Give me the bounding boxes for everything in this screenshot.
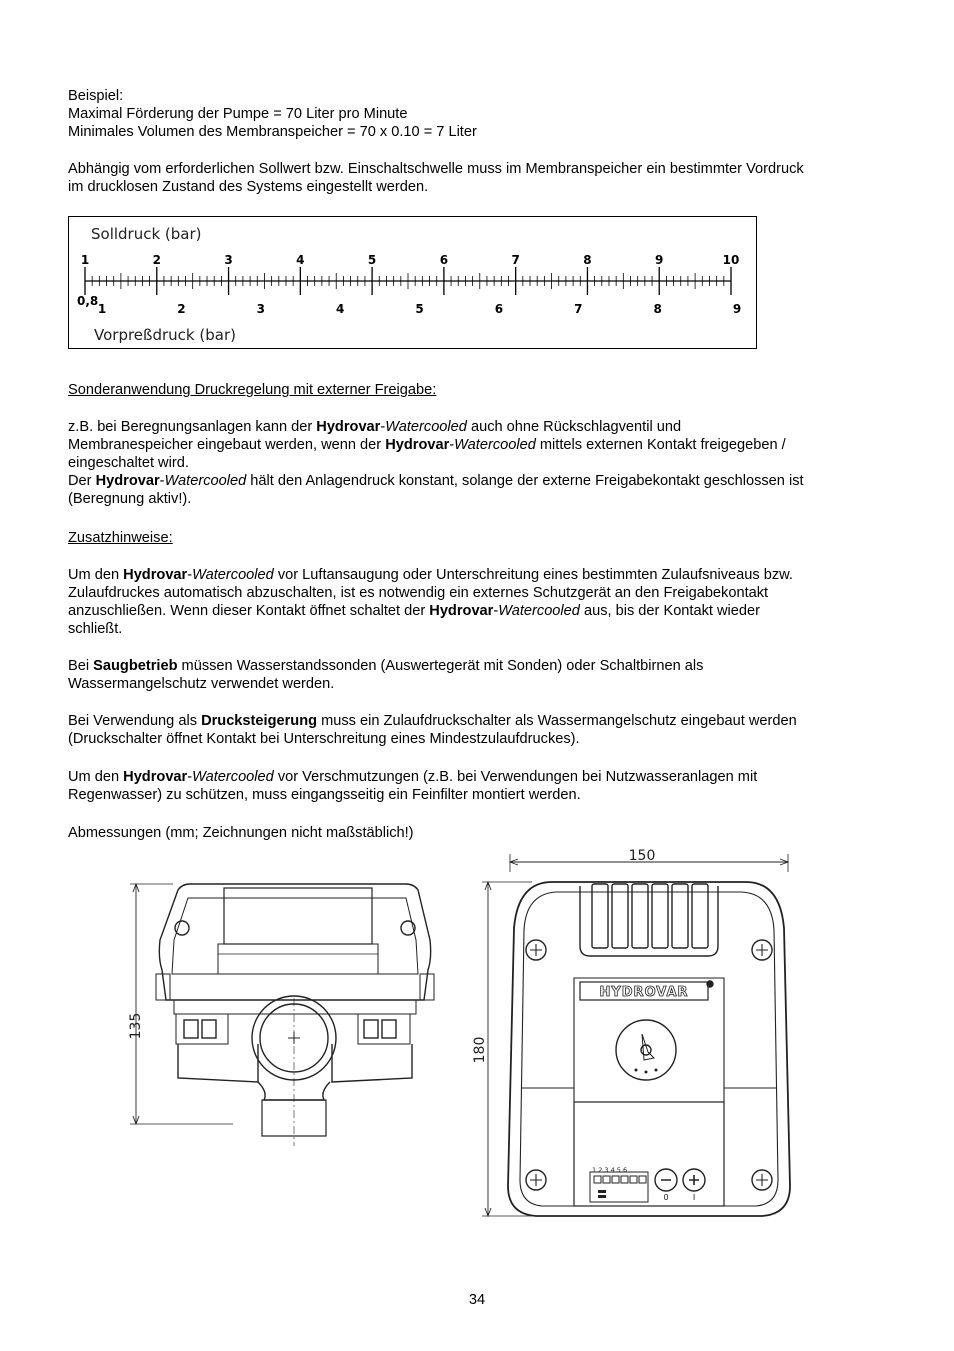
- scale-top-tick-label: 1: [80, 253, 90, 267]
- section1-line5: (Beregnung aktiv!).: [68, 491, 192, 507]
- example-heading: Beispiel:: [68, 88, 124, 104]
- notes-p2-line2: Wassermangelschutz verwendet werden.: [68, 676, 335, 692]
- scale-top-tick-label: 4: [296, 253, 305, 267]
- notes-p1-line3: anzuschließen. Wenn dieser Kontakt öffnet schaltet der Hydrovar-Watercooled aus, bis der Kontakt wieder: [68, 603, 760, 619]
- notes-p3-line2: (Druckschalter öffnet Kontakt bei Unterschreitung eines Mindestzulaufdruckes).: [68, 731, 580, 747]
- section1-line4: Der Hydrovar-Watercooled hält den Anlagendruck konstant, solange der externe Freigabekontakt geschlossen ist: [68, 473, 804, 489]
- scale-bottom-tick-label: 8: [653, 302, 662, 316]
- scale-bottom-tick-label: 5: [415, 302, 424, 316]
- scale-bottom-tick-label: 2: [177, 302, 186, 316]
- notes-p4-line2: Regenwasser) zu schützen, muss eingangsseitig ein Feinfilter montiert werden.: [68, 787, 581, 803]
- scale-top-tick-label: 9: [655, 253, 664, 267]
- scale-top-tick-label: 10: [722, 253, 740, 267]
- page-number: 34: [468, 1292, 486, 1308]
- scale-bottom-tick-label: 3: [256, 302, 265, 316]
- led-numbers: 1 2 3 4 5 6: [592, 1166, 628, 1174]
- dim-height-left: 135: [128, 1012, 144, 1040]
- button-minus-label: 0: [663, 1193, 669, 1202]
- scale-top-tick-label: 7: [511, 253, 520, 267]
- dim-height-right: 180: [472, 1036, 488, 1064]
- notes-p1-line2: Zulaufdruckes automatisch abzuschalten, ist es notwendig ein externes Schutzgerät an den Freigabekontakt: [68, 585, 769, 601]
- scale-top-label: Solldruck (bar): [91, 225, 202, 243]
- notes-p1-line4: schließt.: [68, 621, 123, 637]
- front-view-drawing: [462, 838, 802, 1223]
- scale-top-tick-label: 3: [224, 253, 233, 267]
- scale-bottom-label: Vorpreßdruck (bar): [94, 326, 236, 344]
- example-line-max-flow: Maximal Förderung der Pumpe = 70 Liter pro Minute: [68, 106, 408, 122]
- example-line-min-volume: Minimales Volumen des Membranspeicher = 70 x 0.10 = 7 Liter: [68, 124, 477, 140]
- button-plus-label: I: [692, 1193, 696, 1202]
- heading-external-release: Sonderanwendung Druckregelung mit externer Freigabe:: [68, 382, 437, 398]
- scale-bottom-tick-label: 9: [732, 302, 742, 316]
- scale-top-tick-label: 2: [152, 253, 161, 267]
- section1-line3: eingeschaltet wird.: [68, 455, 189, 471]
- hydrovar-logo: HYDROVAR: [599, 985, 689, 1000]
- notes-p1-line1: Um den Hydrovar-Watercooled vor Luftansaugung oder Unterschreitung eines bestimmten Zulaufsniveaus bzw.: [68, 567, 793, 583]
- section1-line2: Membranespeicher eingebaut werden, wenn der Hydrovar-Watercooled mittels externen Kontakt freigegeben /: [68, 437, 786, 453]
- section1-line1: z.B. bei Beregnungsanlagen kann der Hydrovar-Watercooled auch ohne Rückschlagventil und: [68, 419, 682, 435]
- notes-p4-line1: Um den Hydrovar-Watercooled vor Verschmutzungen (z.B. bei Verwendungen bei Nutzwasseranlagen mit: [68, 769, 758, 785]
- paragraph-prepressure-cont: im drucklosen Zustand des Systems eingestellt werden.: [68, 179, 429, 195]
- scale-top-numbers: [81, 253, 740, 267]
- scale-bottom-tick-label: 1: [97, 302, 107, 316]
- scale-bottom-start: 0,8: [77, 294, 99, 308]
- scale-top-tick-label: 5: [367, 253, 377, 267]
- scale-top-tick-label: 6: [439, 253, 449, 267]
- notes-p3-line1: Bei Verwendung als Drucksteigerung muss ein Zulaufdruckschalter als Wassermangelschutz eingebaut werden: [68, 713, 797, 729]
- dimensions-caption: Abmessungen (mm; Zeichnungen nicht maßstäblich!): [68, 825, 414, 841]
- scale-bottom-tick-label: 6: [494, 302, 504, 316]
- scale-top-tick-label: 8: [583, 253, 592, 267]
- scale-bottom-tick-label: 7: [574, 302, 583, 316]
- dim-width: 150: [628, 848, 656, 864]
- scale-bottom-tick-label: 4: [335, 302, 345, 316]
- pressure-scale-figure: [68, 216, 757, 349]
- notes-p2-line1: Bei Saugbetrieb müssen Wasserstandssonden (Auswertegerät mit Sonden) oder Schaltbirnen als: [68, 658, 704, 674]
- heading-additional-notes: Zusatzhinweise:: [68, 530, 173, 546]
- paragraph-prepressure: Abhängig vom erforderlichen Sollwert bzw. Einschaltschwelle muss im Membranspeicher ein bestimmter Vordruck: [68, 161, 804, 177]
- side-view-drawing: [118, 878, 438, 1168]
- scale-bottom-numbers: [98, 302, 741, 316]
